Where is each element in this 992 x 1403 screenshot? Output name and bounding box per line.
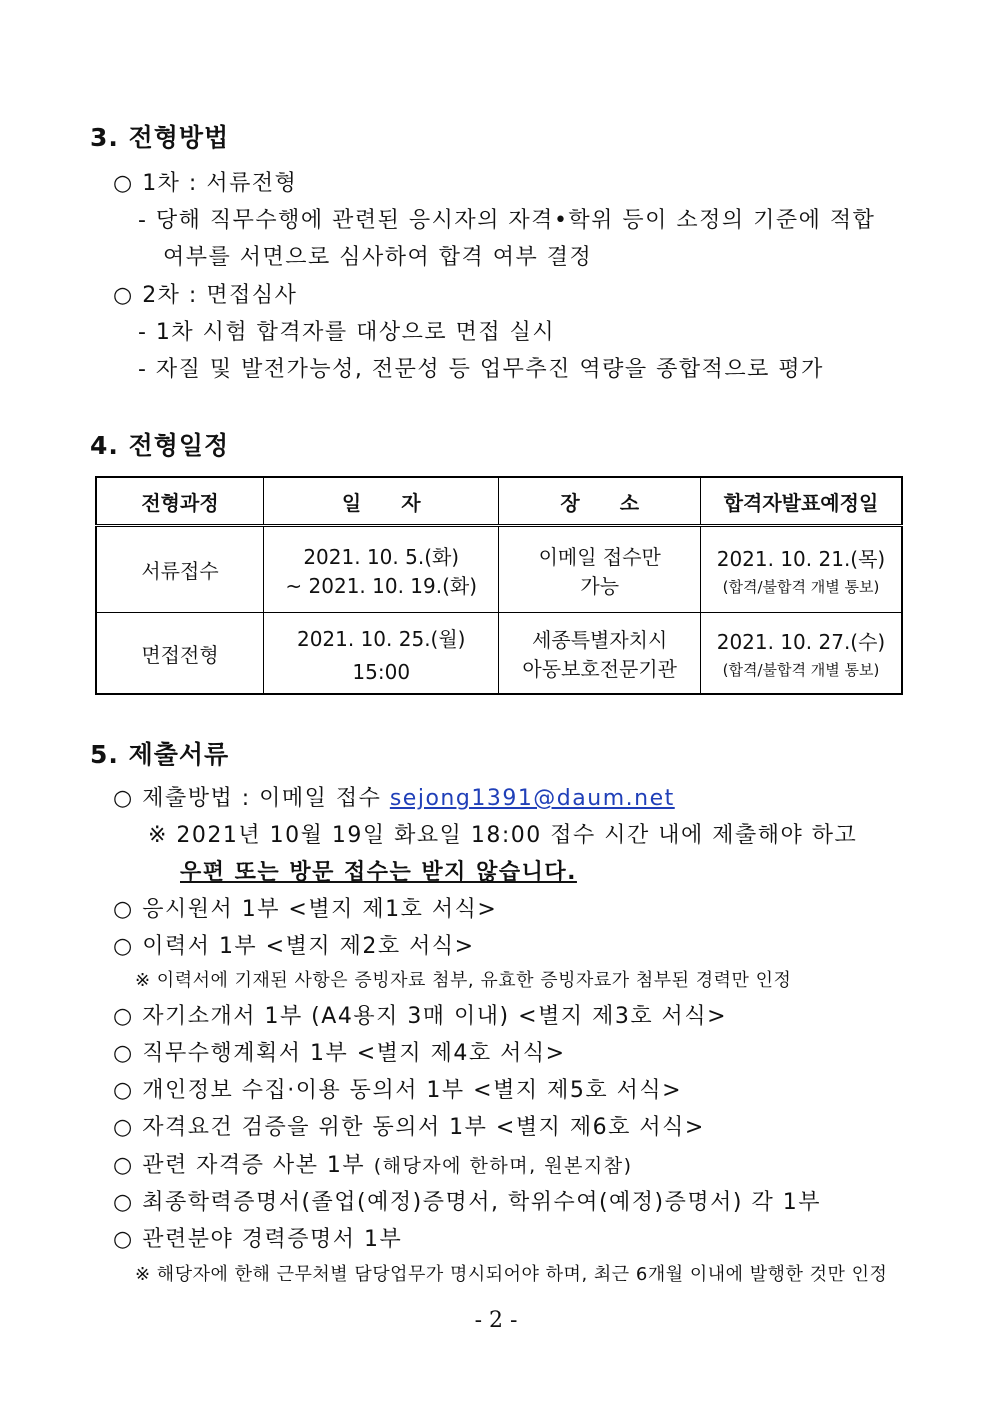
list-item: ○ 자격요건 검증을 위한 동의서 1부 <별지 제6호 서식> (113, 1115, 705, 1140)
submission-deadline-note: ※ 2021년 10월 19일 화요일 18:00 접수 시간 내에 제출해야 하고 (148, 823, 858, 848)
list-item: ○ 이력서 1부 <별지 제2호 서식> (113, 934, 475, 959)
first-stage-line: ○ 1차 : 서류전형 (113, 171, 298, 196)
list-item-note: (해당자에 한하며, 원본지참) (373, 1155, 633, 1177)
page-number: - 2 - (474, 1308, 518, 1333)
table-header-stage: 전형과정 (96, 477, 264, 526)
row-stage: 면접전형 (96, 613, 264, 695)
row-date (264, 613, 499, 695)
row-stage: 서류접수 (96, 526, 264, 613)
table-header-announce: 합격자발표예정일 (700, 477, 902, 526)
row-announce (700, 526, 902, 613)
list-item: ○ 자기소개서 1부 (A4용지 3매 이내) <별지 제3호 서식> (113, 1004, 727, 1029)
career-note: ※ 해당자에 한해 근무처별 담당업무가 명시되어야 하며, 최근 6개월 이내에 발행한 것만 인정 (135, 1264, 888, 1285)
submission-method-label: ○ 제출방법 : 이메일 접수 (113, 786, 390, 811)
row-date-line-2: ~ 2021. 10. 19.(화) (285, 573, 478, 598)
row-date (264, 526, 499, 613)
row-announce-note: (합격/불합격 개별 통보) (722, 661, 880, 679)
row-place (499, 613, 701, 695)
row-date-line-2: 15:00 (352, 659, 411, 684)
no-mail-visit-notice: 우편 또는 방문 접수는 받지 않습니다. (180, 860, 577, 885)
table-header-place: 장 소 (499, 477, 701, 526)
first-stage-detail-2: 여부를 서면으로 심사하여 합격 여부 결정 (163, 245, 593, 270)
section-3-heading: 3. 전형방법 (90, 123, 230, 152)
list-item-text: ○ 관련 자격증 사본 1부 (113, 1153, 374, 1178)
row-announce-date: 2021. 10. 27.(수) (716, 630, 886, 654)
section-4-heading: 4. 전형일정 (90, 431, 230, 460)
row-announce-note: (합격/불합격 개별 통보) (722, 577, 880, 596)
second-stage-detail-2: - 자질 및 발전가능성, 전문성 등 업무추진 역량을 종합적으로 평가 (138, 357, 824, 382)
section-5-heading: 5. 제출서류 (90, 740, 230, 769)
row-place-line-2: 가능 (580, 573, 620, 598)
row-date-line-1: 2021. 10. 5.(화) (303, 544, 460, 569)
row-place (499, 526, 701, 613)
schedule-table (95, 476, 903, 695)
row-place-line-1: 이메일 접수만 (538, 544, 661, 569)
second-stage-line: ○ 2차 : 면접심사 (113, 283, 298, 308)
first-stage-detail-1: - 당해 직무수행에 관련된 응시자의 자격•학위 등이 소정의 기준에 적합 (138, 208, 876, 233)
list-item: ○ 직무수행계획서 1부 <별지 제4호 서식> (113, 1041, 566, 1066)
row-announce (700, 613, 902, 695)
table-header-row (96, 477, 902, 526)
row-place-line-1: 세종특별자치시 (532, 628, 668, 652)
list-item: ○ 개인정보 수집·이용 동의서 1부 <별지 제5호 서식> (113, 1078, 683, 1103)
list-item: ○ 응시원서 1부 <별지 제1호 서식> (113, 897, 498, 922)
list-item: ○ 최종학력증명서(졸업(예정)증명서, 학위수여(예정)증명서) 각 1부 (113, 1190, 821, 1215)
email-link[interactable]: sejong1391@daum.net (389, 786, 675, 811)
submission-method-line (113, 781, 675, 812)
table-row (96, 526, 902, 613)
table-row (96, 613, 902, 695)
list-item (113, 1148, 633, 1179)
row-place-line-2: 아동보호전문기관 (522, 657, 677, 681)
resume-note: ※ 이력서에 기재된 사항은 증빙자료 첨부, 유효한 증빙자료가 첨부된 경력만 인정 (135, 970, 792, 991)
row-announce-date: 2021. 10. 21.(목) (716, 546, 886, 571)
list-item: ○ 관련분야 경력증명서 1부 (113, 1227, 403, 1252)
second-stage-detail-1: - 1차 시험 합격자를 대상으로 면접 실시 (138, 320, 556, 345)
table-header-date: 일 자 (264, 477, 499, 526)
row-date-line-1: 2021. 10. 25.(월) (296, 626, 466, 651)
